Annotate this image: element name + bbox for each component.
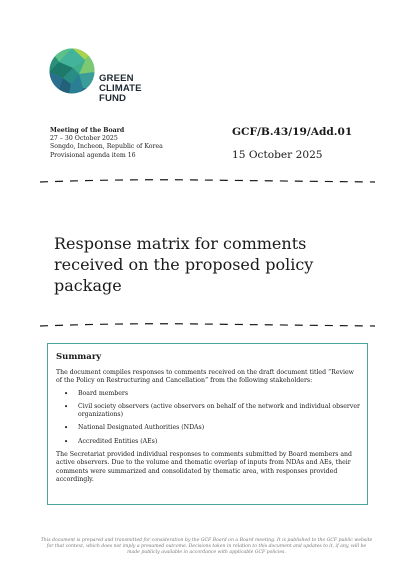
stakeholder-list xyxy=(56,390,361,446)
list-item: • Board members xyxy=(56,390,361,398)
list-item: • Civil society observers (active observers on behalf of the network and individual observer organizations) xyxy=(56,403,361,420)
gcf-logo xyxy=(49,48,145,110)
logo-line-green: GREEN xyxy=(99,73,134,84)
meeting-location: Songdo, Incheon, Republic of Korea xyxy=(50,143,163,151)
globe-logo-icon xyxy=(49,48,95,94)
logo-wordmark xyxy=(99,74,142,104)
meeting-info xyxy=(50,127,200,160)
logo-line-fund: FUND xyxy=(99,93,127,104)
list-item: • National Designated Authorities (NDAs) xyxy=(56,424,361,432)
footer-disclaimer: This document is prepared and transmitted for consideration by the GCF Board on a Board meeting. It is published to the GCF public website for that context, which does not imply a presumed outcome. Decisions taken in relation to this document and updates to it, if any, will be made publicly available in accordance with applicable GCF policies. xyxy=(40,538,373,556)
logo-line-climate: CLIMATE xyxy=(99,83,142,94)
meeting-dates: 27 – 30 October 2025 xyxy=(50,135,118,143)
summary-heading: Summary xyxy=(56,352,102,362)
meeting-title: Meeting of the Board xyxy=(50,127,125,134)
summary-body xyxy=(56,369,361,484)
summary-closing: The Secretariat provided individual responses to comments submitted by Board members and active observers. Due to the volume and thematic overlap of inputs from NDAs and AEs, their comments were summarized and consolidated by thematic area, with responses provided accordingly. xyxy=(56,451,352,483)
divider-top xyxy=(40,178,375,184)
summary-intro: The document compiles responses to comments received on the draft document titled “Review of the Policy on Restructuring and Cancellation” from the following stakeholders: xyxy=(56,369,354,385)
document-title: Response matrix for comments received on the proposed policy package xyxy=(54,234,314,295)
document-date: 15 October 2025 xyxy=(232,149,323,161)
meeting-agenda: Provisional agenda item 16 xyxy=(50,151,136,159)
document-reference: GCF/B.43/19/Add.01 xyxy=(232,126,353,138)
list-item: • Accredited Entities (AEs) xyxy=(56,438,361,446)
summary-box xyxy=(47,343,368,505)
divider-bottom xyxy=(40,322,375,328)
